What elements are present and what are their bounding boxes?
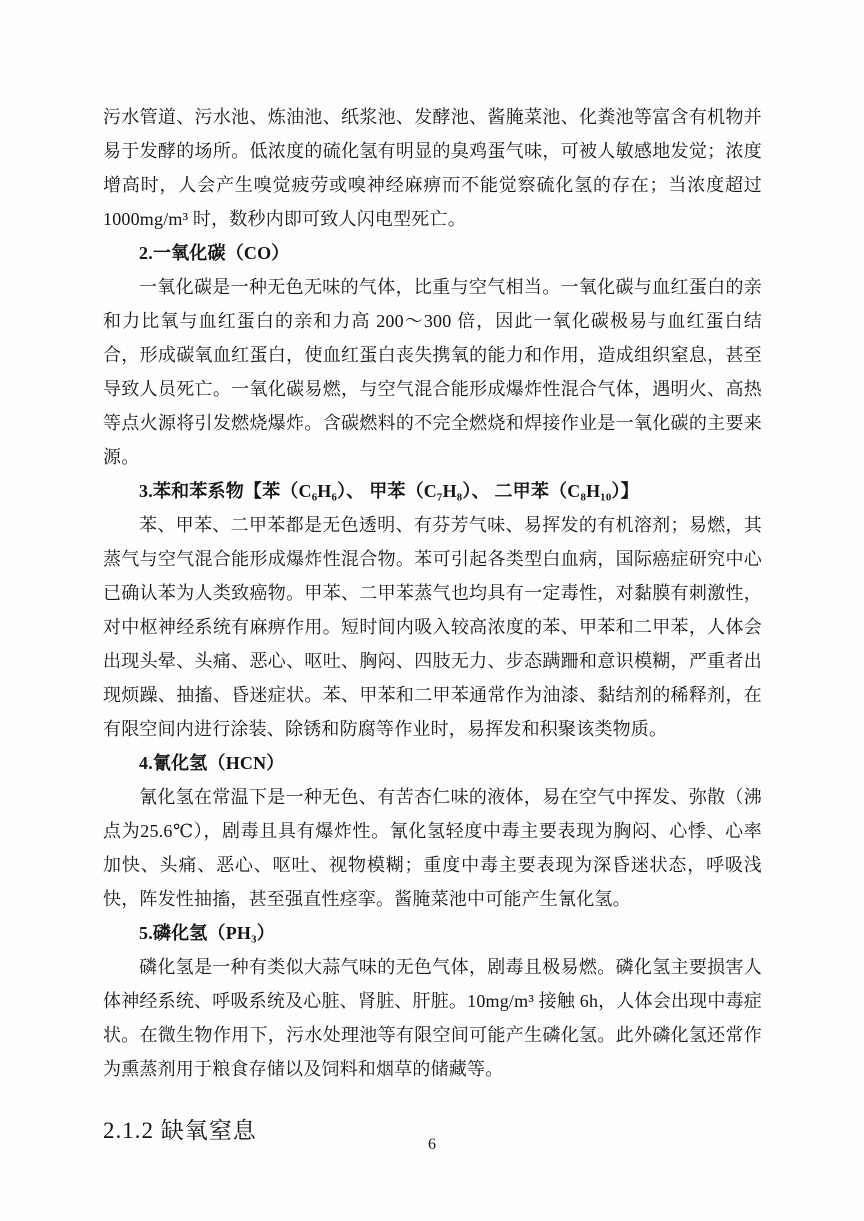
paragraph-phosphine: 磷化氢是一种有类似大蒜气味的无色气体，剧毒且极易燃。磷化氢主要损害人体神经系统、呼吸系统及心脏、肾脏、肝脏。10mg/m³ 接触 6h，人体会出现中毒症状。在微生物作用下，污水处理池等有限空间可能产生磷化氢。此外磷化氢还常作为熏蒸剂用于粮食存储以及饲料和烟草的储藏等。 bbox=[103, 957, 762, 1079]
heading-benzene-series: 3.苯和苯系物【苯（C₆H₆）、 甲苯（C₇H₈）、 二甲苯（C₈H₁₀）】 bbox=[139, 481, 639, 501]
paragraph-hydrogen-cyanide: 氰化氢在常温下是一种无色、有苦杏仁味的液体，易在空气中挥发、弥散（沸点为25.6℃），剧毒且具有爆炸性。氰化氢轻度中毒主要表现为胸闷、心悸、心率加快、头痛、恶心、呕吐、视物模糊；重度中毒主要表现为深昏迷状态，呼吸浅快，阵发性抽搐，甚至强直性痉挛。酱腌菜池中可能产生氰化氢。 bbox=[103, 787, 762, 909]
heading-hydrogen-cyanide: 4.氰化氢（HCN） bbox=[139, 753, 285, 773]
page-number: 6 bbox=[428, 1136, 436, 1153]
paragraph-hydrogen-sulfide-continuation: 污水管道、污水池、炼油池、纸浆池、发酵池、酱腌菜池、化粪池等富含有机物并易于发酵的场所。低浓度的硫化氢有明显的臭鸡蛋气味，可被人敏感地发觉；浓度增高时，人会产生嗅觉疲劳或嗅神经麻痹而不能觉察硫化氢的存在；当浓度超过 1000mg/m³ 时，数秒内即可致人闪电型死亡。 bbox=[103, 107, 762, 229]
paragraph-carbon-monoxide: 一氧化碳是一种无色无味的气体，比重与空气相当。一氧化碳与血红蛋白的亲和力比氧与血红蛋白的亲和力高 200～300 倍，因此一氧化碳极易与血红蛋白结合，形成碳氧血红蛋白，使血红蛋白丧失携氧的能力和作用，造成组织窒息，甚至导致人员死亡。一氧化碳易燃，与空气混合能形成爆炸性混合气体，遇明火、高热等点火源将引发燃烧爆炸。含碳燃料的不完全燃烧和焊接作业是一氧化碳的主要来源。 bbox=[103, 277, 762, 467]
section-heading-oxygen-deficiency: 2.1.2 缺氧窒息 bbox=[103, 1118, 257, 1143]
heading-carbon-monoxide: 2.一氧化碳（CO） bbox=[139, 243, 290, 263]
heading-phosphine: 5.磷化氢（PH₃） bbox=[139, 923, 275, 943]
paragraph-benzene-series: 苯、甲苯、二甲苯都是无色透明、有芬芳气味、易挥发的有机溶剂；易燃，其蒸气与空气混合能形成爆炸性混合物。苯可引起各类型白血病，国际癌症研究中心已确认苯为人类致癌物。甲苯、二甲苯蒸气也均具有一定毒性，对黏膜有刺激性，对中枢神经系统有麻痹作用。短时间内吸入较高浓度的苯、甲苯和二甲苯，人体会出现头晕、头痛、恶心、呕吐、胸闷、四肢无力、步态蹒跚和意识模糊，严重者出现烦躁、抽搐、昏迷症状。苯、甲苯和二甲苯通常作为油漆、黏结剂的稀释剂，在有限空间内进行涂装、除锈和防腐等作业时，易挥发和积聚该类物质。 bbox=[103, 515, 762, 739]
document-body bbox=[103, 100, 762, 1145]
